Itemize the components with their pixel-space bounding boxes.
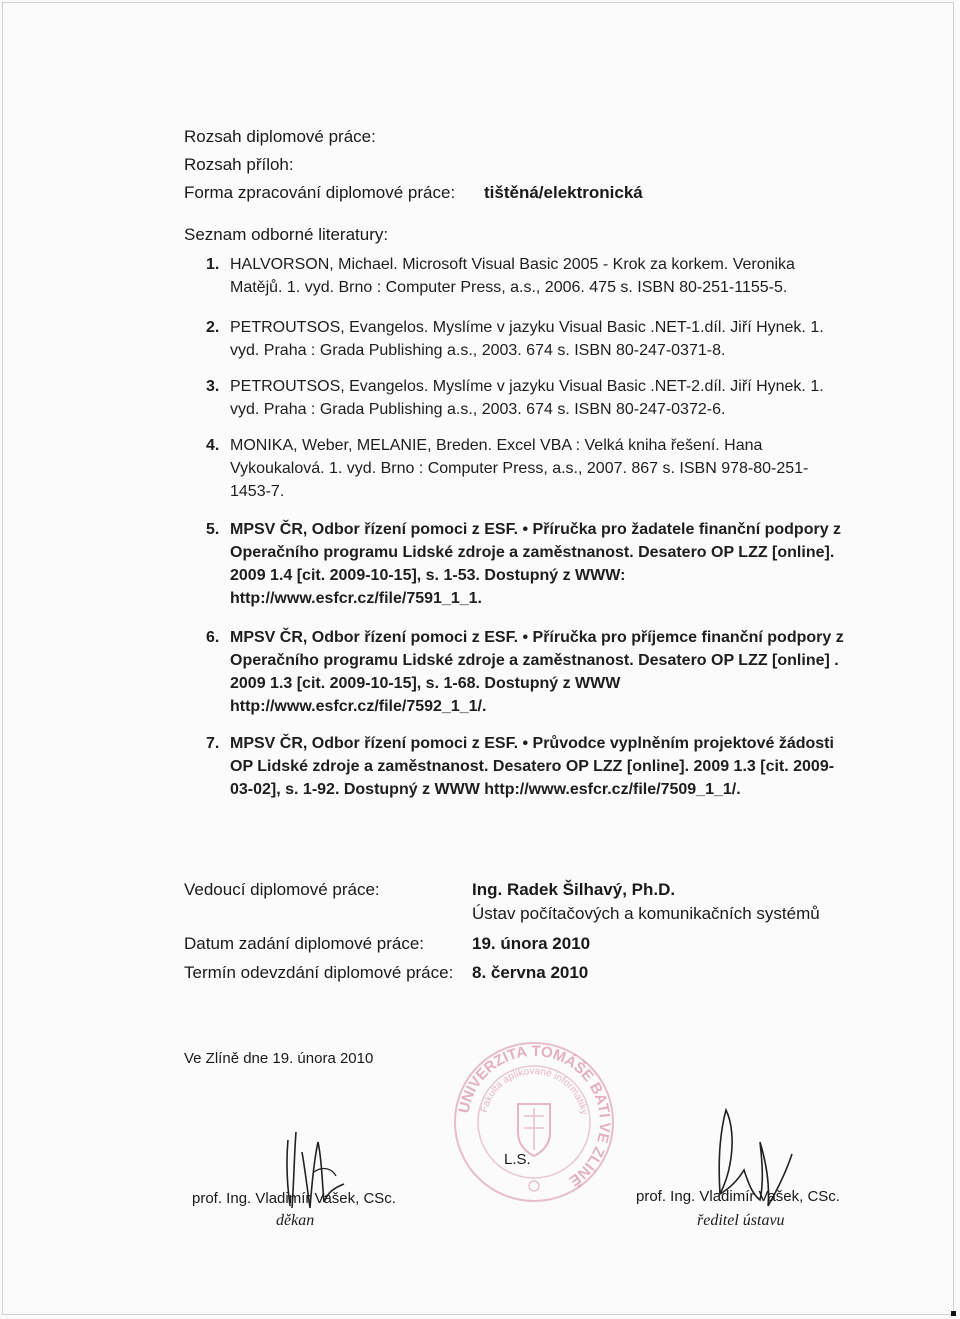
- form-value: tištěná/elektronická: [484, 183, 643, 202]
- item-text: MPSV ČR, Odbor řízení pomoci z ESF. • Příručka pro příjemce finanční podpory z Operačního programu Lidské zdroje a zaměstnanost. Desatero OP LZZ [online] . 2009 1.3 [cit. 2009-10-15], s. 1-68. Dostupný z WWW http://www.esfcr.cz/file/7592_1_1/.: [230, 629, 844, 715]
- bibliography-item: [206, 518, 846, 610]
- form-label: Forma zpracování diplomové práce:: [184, 183, 456, 202]
- attachments-label: Rozsah příloh:: [184, 155, 294, 174]
- scope-label: Rozsah diplomové práce:: [184, 127, 376, 146]
- item-number: 2.: [206, 319, 220, 336]
- item-number: 3.: [206, 378, 220, 395]
- supervisor-label: Vedoucí diplomové práce:: [184, 880, 380, 899]
- stamp-inner-text: Fakulta aplikované informatiky: [478, 1065, 590, 1116]
- assigned-label: Datum zadání diplomové práce:: [184, 934, 425, 953]
- item-text: MONIKA, Weber, MELANIE, Breden. Excel VBA : Velká kniha řešení. Hana Vykoukalová. 1. vyd. Brno : Computer Press, a.s., 2007. 867 s. ISBN 978-80-251-1453-7.: [230, 437, 809, 500]
- item-text: MPSV ČR, Odbor řízení pomoci z ESF. • Příručka pro žadatele finanční podpory z Operačního programu Lidské zdroje a zaměstnanost. Desatero OP LZZ [online]. 2009 1.4 [cit. 2009-10-15], s. 1-53. Dostupný z WWW: http://www.esfcr.cz/file/7591_1_1.: [230, 521, 842, 607]
- dean-role: děkan: [276, 1212, 315, 1229]
- director-role: ředitel ústavu: [697, 1212, 785, 1229]
- bibliography-item: [206, 316, 846, 362]
- bibliography-item: [206, 375, 846, 421]
- supervisor-institute: Ústav počítačových a komunikačních systémů: [472, 904, 820, 923]
- bibliography-item: [206, 434, 846, 503]
- item-number: 7.: [206, 735, 220, 752]
- scan-corner-mark: [951, 1311, 956, 1316]
- bibliography-item: [206, 253, 846, 299]
- supervisor-name: Ing. Radek Šilhavý, Ph.D.: [472, 880, 676, 899]
- due-date: 8. června 2010: [472, 963, 589, 982]
- ls-mark: L.S.: [504, 1151, 531, 1168]
- official-stamp: [452, 1040, 616, 1204]
- item-number: 5.: [206, 521, 220, 538]
- literature-label: Seznam odborné literatury:: [184, 225, 389, 244]
- item-text: PETROUTSOS, Evangelos. Myslíme v jazyku Visual Basic .NET-1.díl. Jiří Hynek. 1. vyd. Praha : Grada Publishing a.s., 2003. 674 s. ISBN 80-247-0371-8.: [230, 319, 824, 359]
- bibliography-item: [206, 626, 846, 718]
- item-number: 1.: [206, 256, 220, 273]
- assigned-date: 19. února 2010: [472, 934, 591, 953]
- item-text: MPSV ČR, Odbor řízení pomoci z ESF. • Průvodce vyplněním projektové žádosti OP Lidské zdroje a zaměstnanost. Desatero OP LZZ [online]. 2009 1.3 [cit. 2009-03-02], s. 1-92. Dostupný z WWW http://www.esfcr.cz/file/7509_1_1/.: [230, 735, 835, 798]
- item-number: 4.: [206, 437, 220, 454]
- stamp-ring-text: UNIVERZITA TOMÁŠE BATI VE ZLÍNĚ: [455, 1042, 614, 1190]
- item-number: 6.: [206, 629, 220, 646]
- item-text: HALVORSON, Michael. Microsoft Visual Basic 2005 - Krok za korkem. Veronika Matějů. 1. vyd. Brno : Computer Press, a.s., 2006. 475 s. ISBN 80-251-1155-5.: [230, 256, 795, 296]
- place-date: Ve Zlíně dne 19. února 2010: [184, 1050, 374, 1067]
- dean-name: prof. Ing. Vladimír Vašek, CSc.: [192, 1190, 396, 1207]
- item-text: PETROUTSOS, Evangelos. Myslíme v jazyku Visual Basic .NET-2.díl. Jiří Hynek. 1. vyd. Praha : Grada Publishing a.s., 2003. 674 s. ISBN 80-247-0372-6.: [230, 378, 824, 418]
- director-name: prof. Ing. Vladimír Vašek, CSc.: [636, 1188, 840, 1205]
- bibliography-item: [206, 732, 846, 801]
- due-label: Termín odevzdání diplomové práce:: [184, 963, 454, 982]
